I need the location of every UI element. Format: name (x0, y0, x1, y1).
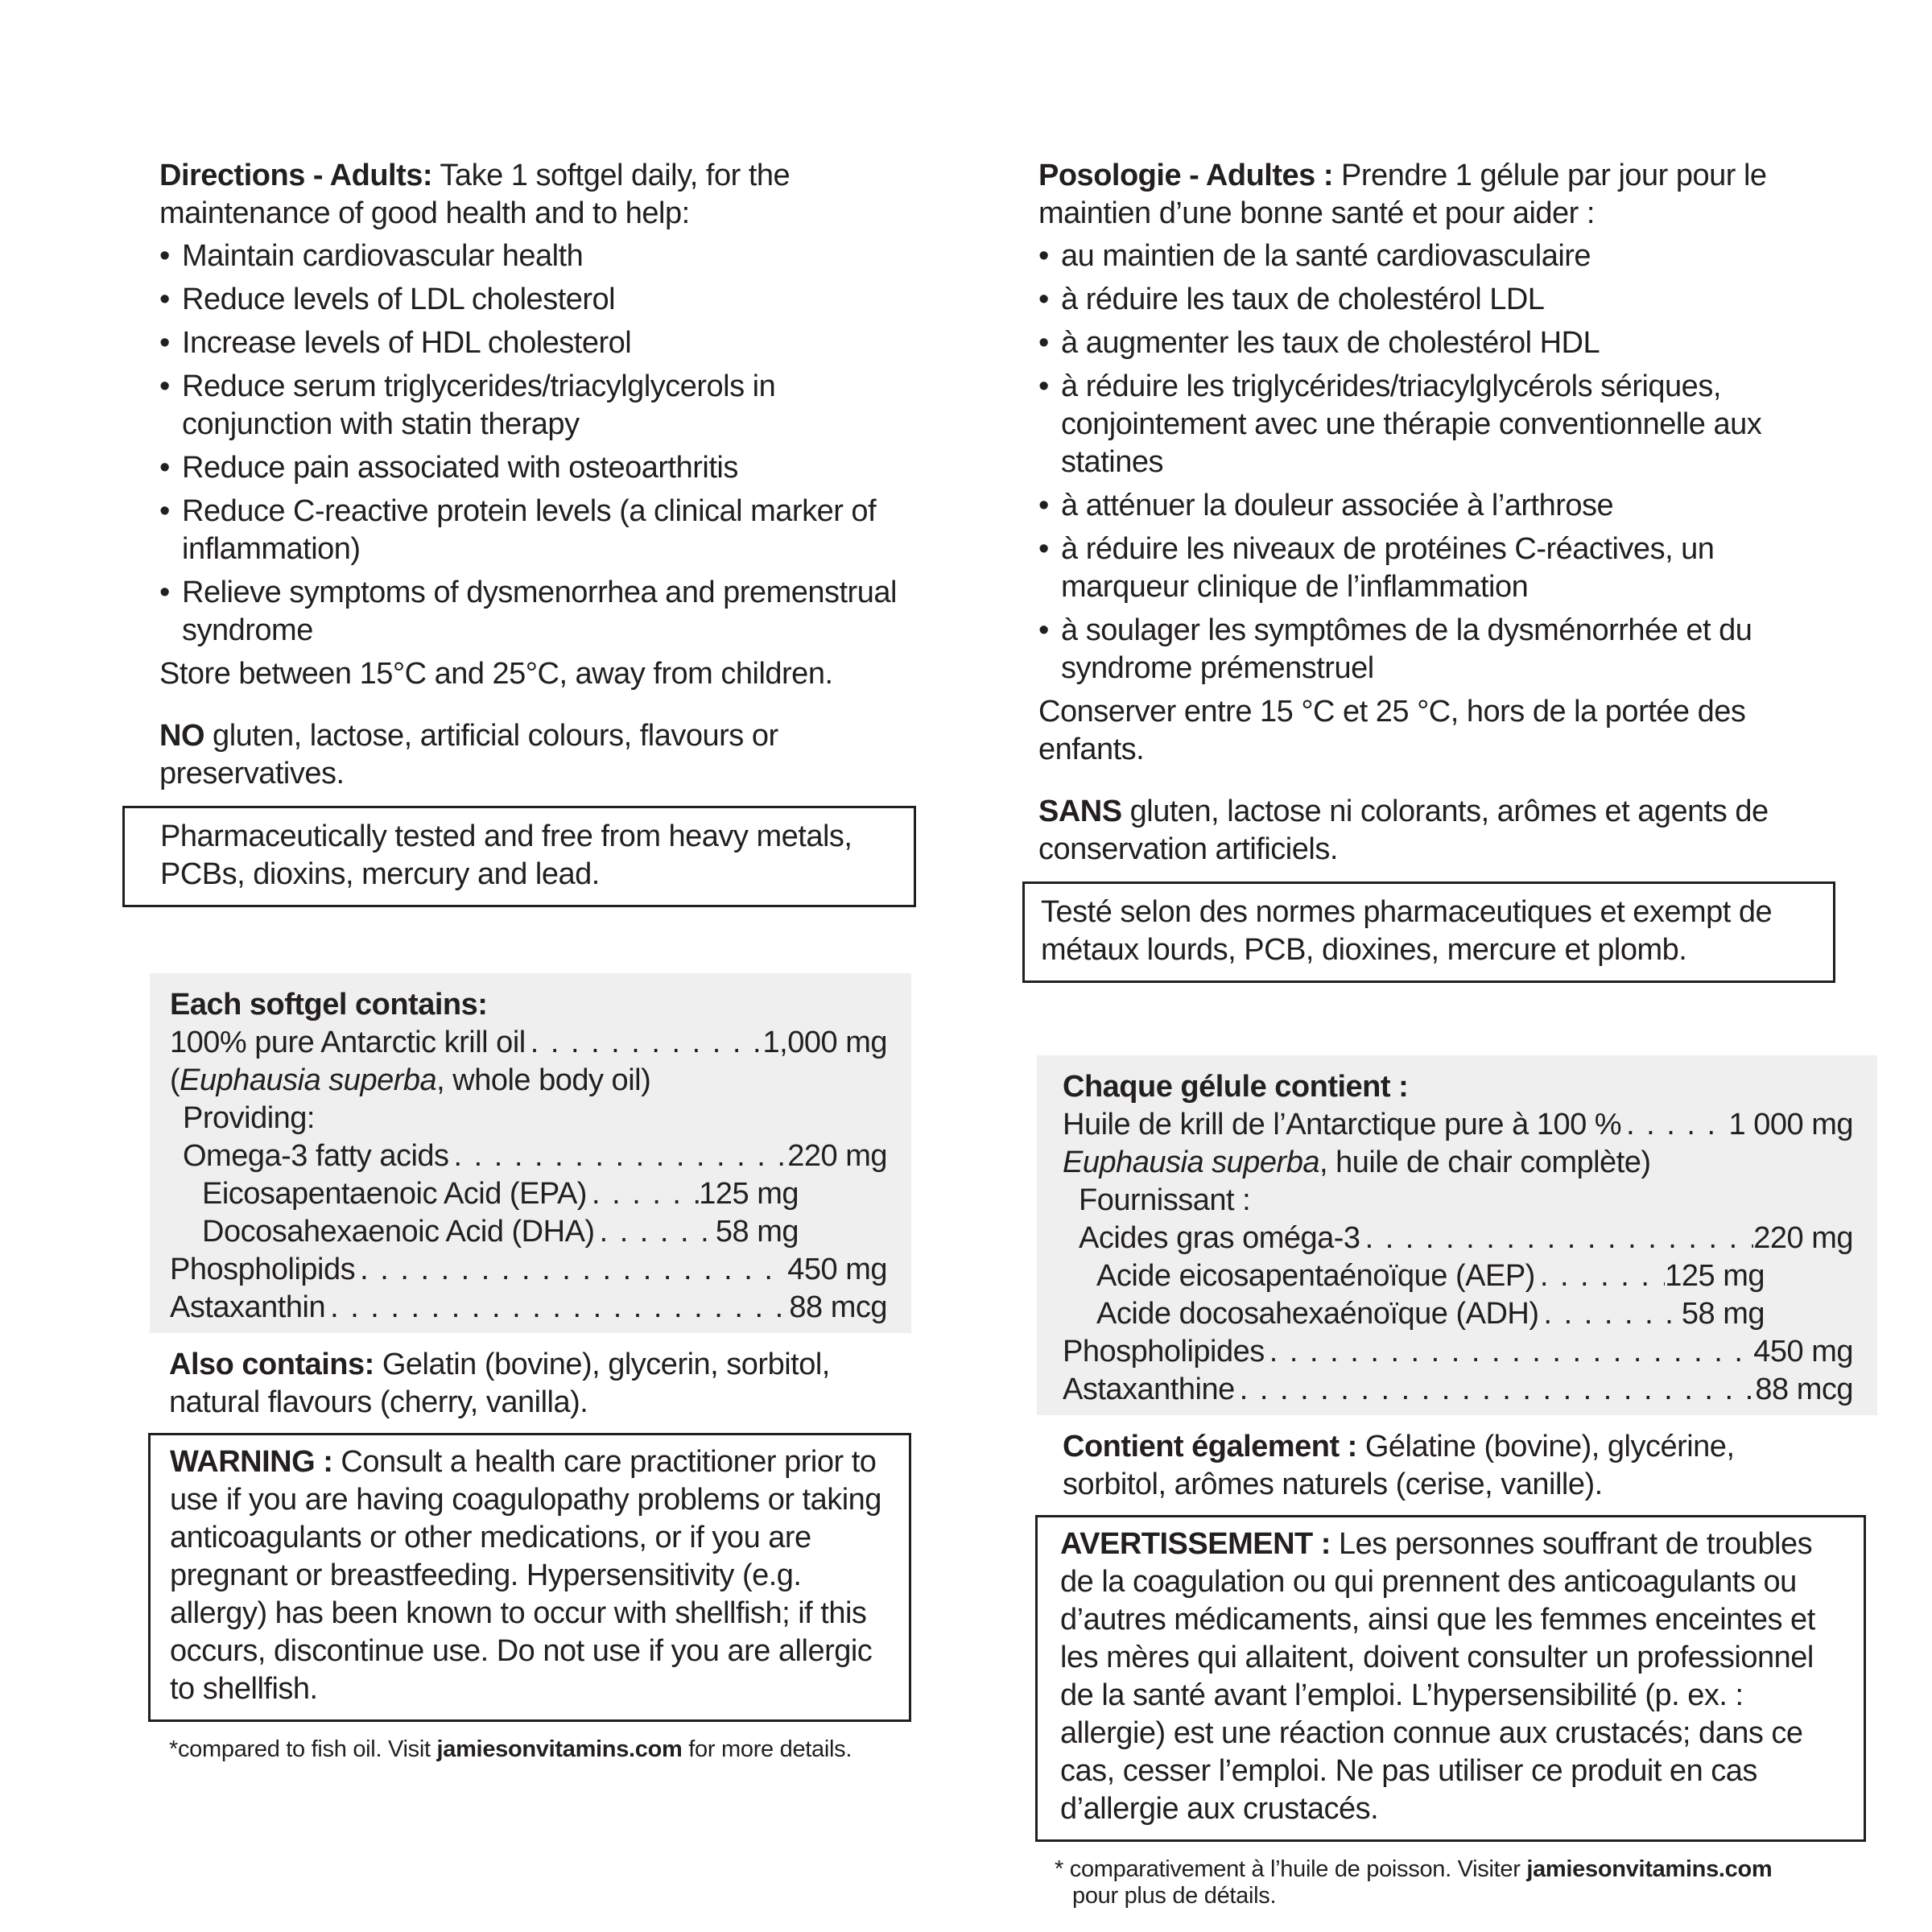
providing-label: Fournissant : (1079, 1183, 1251, 1217)
warning-box (148, 1433, 911, 1722)
website-link[interactable]: jamiesonvitamins.com (1526, 1856, 1773, 1882)
pharma-tested-box (1022, 881, 1835, 983)
pharma-tested-box (122, 806, 916, 907)
no-label: SANS (1038, 795, 1122, 828)
list-item: • Increase levels of HDL cholesterol (159, 324, 916, 362)
pharma-tested-text: Pharmaceutically tested and free from heavy metals, PCBs, dioxins, mercury and lead. (160, 819, 852, 891)
ingredient-row: Omega-3 fatty acids . . . 220 mg (170, 1137, 887, 1175)
storage-text: Conserver entre 15 °C et 25 °C, hors de la portée des enfants. (1038, 695, 1746, 766)
ingredients-panel (1037, 1055, 1877, 1415)
ingredient-row: Eicosapentaenoic Acid (EPA) . . . 125 mg (170, 1175, 799, 1213)
ingredient-row: Acides gras oméga-3 . . . 220 mg (1063, 1220, 1853, 1257)
krill-source: Euphausia superba, huile de chair complète) (1063, 1146, 1651, 1179)
also-contains: Contient également : Gélatine (bovine), glycérine, sorbitol, arômes naturels (cerise, vanille). (1063, 1430, 1735, 1501)
ingredients-title: Chaque gélule contient : (1063, 1070, 1409, 1104)
list-item: • à réduire les triglycérides/triacylglycérols sériques, conjointement avec une thérapie conventionnelle aux statines (1038, 368, 1835, 481)
list-item: • Reduce C-reactive protein levels (a clinical marker of inflammation) (159, 493, 916, 568)
ingredient-row: Acide eicosapentaénoïque (AEP) . . . 125 mg (1063, 1257, 1765, 1295)
footnote: *compared to fish oil. Visit jamiesonvitamins.com for more details. (169, 1736, 852, 1762)
list-item: • Relieve symptoms of dysmenorrhea and premenstrual syndrome (159, 574, 916, 650)
ingredient-row: 100% pure Antarctic krill oil . . . 1,000 mg (170, 1024, 887, 1062)
free-from-text (1038, 793, 1835, 869)
ingredient-row: Acide docosahexaénoïque (ADH) . . . 58 mg (1063, 1295, 1765, 1333)
benefits-list (159, 237, 916, 650)
free-from-list: gluten, lactose, artificial colours, flavours or preservatives. (159, 719, 778, 791)
warning-label: WARNING : (170, 1445, 333, 1479)
ingredient-row: Huile de krill de l’Antarctique pure à 100 % . . . 1 000 mg (1063, 1106, 1853, 1144)
website-link[interactable]: jamiesonvitamins.com (436, 1736, 683, 1762)
also-contains: Also contains: Gelatin (bovine), glycerin, sorbitol, natural flavours (cherry, vanilla). (169, 1348, 830, 1419)
ingredient-row: Astaxanthin . . . 88 mcg (170, 1289, 887, 1327)
warning-box (1035, 1515, 1866, 1842)
warning-text: Les personnes souffrant de troubles de la coagulation ou qui prennent des anticoagulants ou d’autres médicaments, ainsi que les femmes enceintes et les mères qui allaitent, doivent consulter un professionnel de la santé avant l’emploi. L’hypersensibilité (p. ex. : allergie) est une réaction connue aux crustacés; dans ce cas, cesser l’emploi. Ne pas utiliser ce produit en cas d’allergie aux crustacés. (1060, 1527, 1815, 1826)
warning-text: Consult a health care practitioner prior to use if you are having coagulopathy problems or taking anticoagulants or other medications, or if you are pregnant or breastfeeding. Hypersensitivity (e.g. allergy) has been known to occur with shellfish; if this occurs, discontinue use. Do not use if you are allergic to shellfish. (170, 1445, 881, 1706)
list-item: • Reduce serum triglycerides/triacylglycerols in conjunction with statin therapy (159, 368, 916, 444)
ingredients-panel (150, 973, 911, 1333)
list-item: • Reduce pain associated with osteoarthritis (159, 449, 916, 487)
storage-text: Store between 15°C and 25°C, away from children. (159, 657, 833, 691)
list-item: • à augmenter les taux de cholestérol HDL (1038, 324, 1835, 362)
directions-label: Directions - Adults: (159, 159, 433, 192)
list-item: • à soulager les symptômes de la dysménorrhée et du syndrome prémenstruel (1038, 612, 1835, 687)
directions-text: Take 1 softgel daily, for the maintenance of good health and to help: (159, 159, 791, 230)
directions-paragraph (159, 157, 916, 233)
ingredient-row: Docosahexaenoic Acid (DHA) . . . 58 mg (170, 1213, 799, 1251)
list-item: • à atténuer la douleur associée à l’arthrose (1038, 487, 1835, 525)
directions-label: Posologie - Adultes : (1038, 159, 1333, 192)
benefits-list (1038, 237, 1835, 687)
directions-paragraph (1038, 157, 1835, 233)
french-column (1038, 157, 1853, 1909)
footnote: * comparativement à l’huile de poisson. Visiter jamiesonvitamins.com pour plus de détails. (1055, 1856, 1773, 1909)
english-column (159, 157, 916, 1763)
ingredient-row: Phospholipids . . . 450 mg (170, 1251, 887, 1289)
krill-source: (Euphausia superba, whole body oil) (170, 1063, 651, 1097)
list-item: • à réduire les taux de cholestérol LDL (1038, 281, 1835, 319)
list-item: • au maintien de la santé cardiovasculaire (1038, 237, 1835, 275)
directions-text: Prendre 1 gélule par jour pour le maintien d’une bonne santé et pour aider : (1038, 159, 1767, 230)
ingredient-row: Astaxanthine . . . 88 mcg (1063, 1371, 1853, 1409)
warning-label: AVERTISSEMENT : (1060, 1527, 1331, 1561)
pharma-tested-text: Testé selon des normes pharmaceutiques et exempt de métaux lourds, PCB, dioxines, mercure et plomb. (1041, 895, 1773, 967)
ingredients-title: Each softgel contains: (170, 988, 488, 1022)
list-item: • Reduce levels of LDL cholesterol (159, 281, 916, 319)
list-item: • Maintain cardiovascular health (159, 237, 916, 275)
free-from-list: gluten, lactose ni colorants, arômes et agents de conservation artificiels. (1038, 795, 1769, 866)
no-label: NO (159, 719, 204, 753)
free-from-text (159, 717, 916, 793)
list-item: • à réduire les niveaux de protéines C-réactives, un marqueur clinique de l’inflammation (1038, 530, 1835, 606)
providing-label: Providing: (183, 1101, 315, 1135)
ingredient-row: Phospholipides . . . 450 mg (1063, 1333, 1853, 1371)
